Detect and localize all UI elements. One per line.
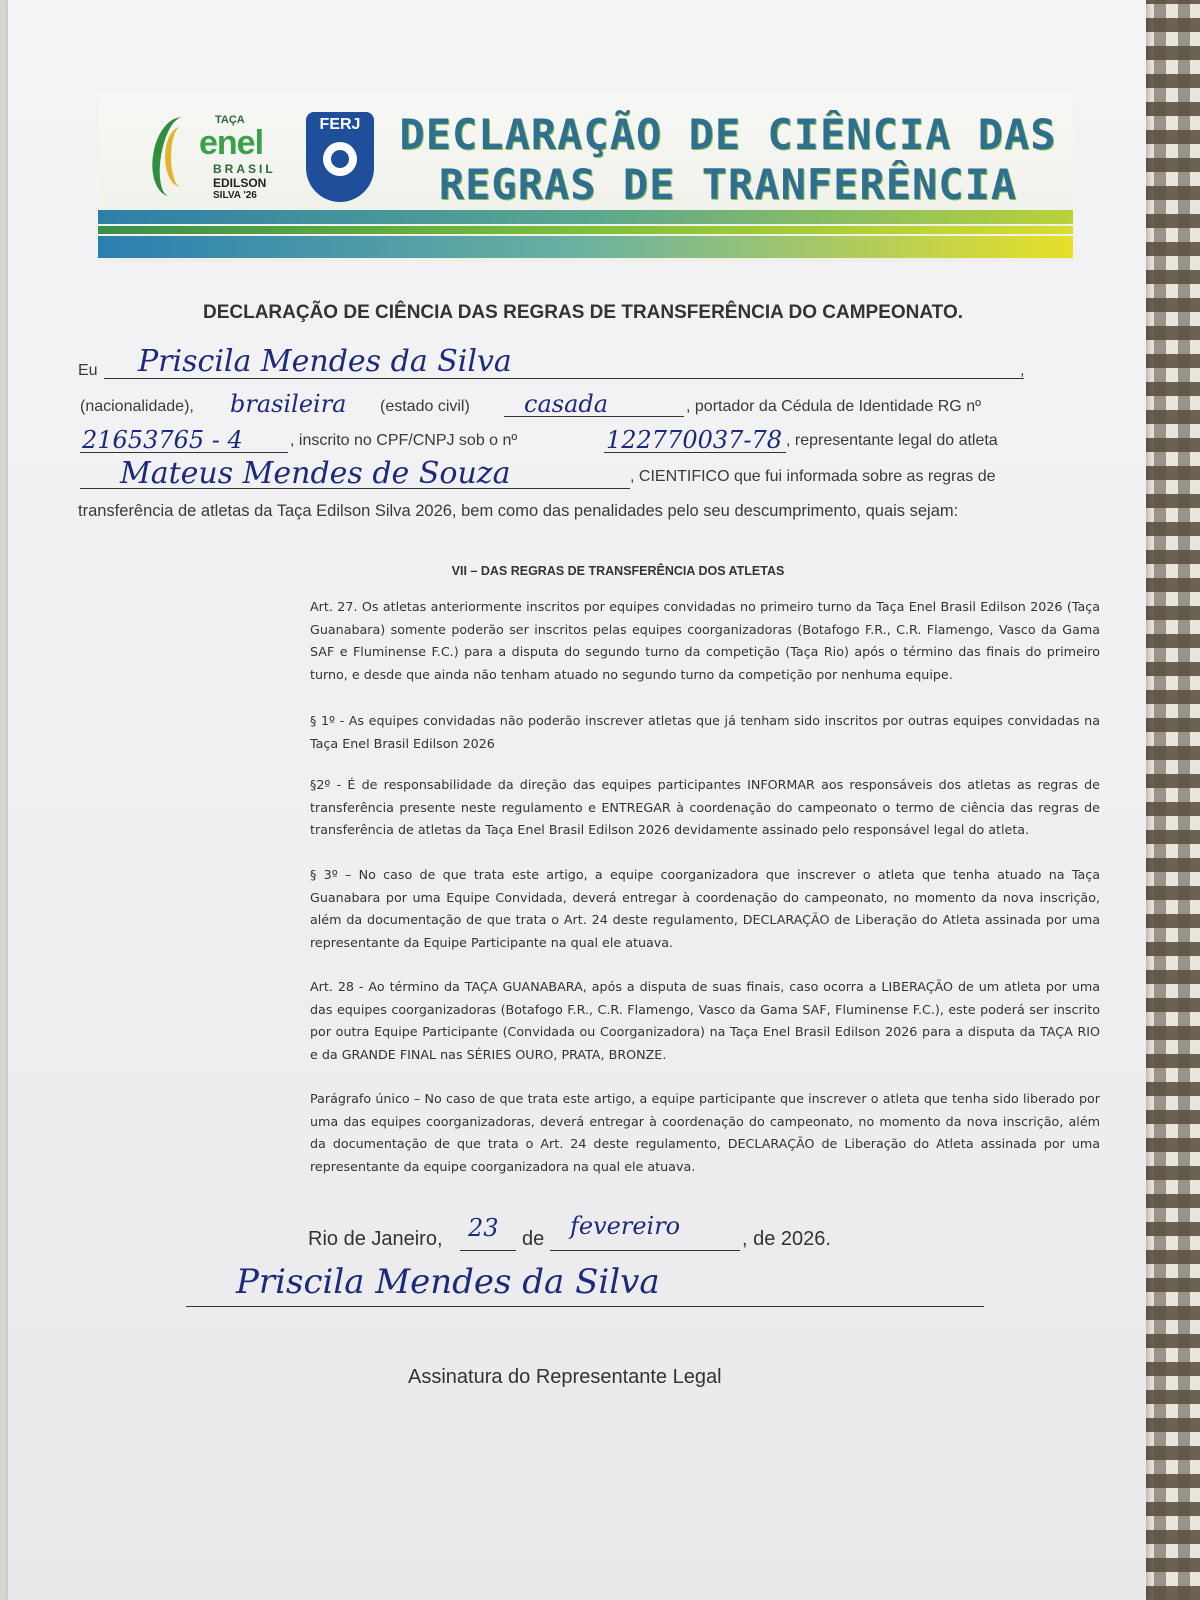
atleta-handwritten: Mateus Mendes de Souza [120, 456, 511, 491]
day-line [460, 1250, 516, 1251]
cpf-handwritten: 122770037-78 [606, 426, 783, 454]
section-title: VII – DAS REGRAS DE TRANSFERÊNCIA DOS ATLETAS [451, 564, 785, 578]
paragrafo-unico: Parágrafo único – No caso de que trata este artigo, a equipe participante que inscrever o atleta que tenha sido liberado por uma das equipes coorganizadoras, deverá entregar à coordenação do campeonato, no momento da nova inscrição, além da documentação de que trata o Art. 24 deste regulamento, DECLARAÇÃO de Liberação do Atleta assinada por uma representante da equipe coorganizadora na qual ele atuava. [310, 1091, 1100, 1174]
nacionalidade-label: (nacionalidade), [80, 398, 194, 415]
signature-handwritten: Priscila Mendes da Silva [236, 1262, 660, 1302]
paragraph-2: §2º - É de responsabilidade da direção das equipes participantes INFORMAR aos responsáveis dos atletas as regras de transferência presente neste regulamento e ENTREGAR à coordenação do campeonato o termo de ciência das regras de transferência de atletas da Taça Enel Brasil Edilson 2026 devidamente assinado pelo responsável legal do atleta. [310, 777, 1100, 837]
estado-civil-label: (estado civil) [380, 398, 470, 415]
city-label: Rio de Janeiro, [308, 1228, 443, 1250]
month-handwritten: fevereiro [570, 1212, 681, 1240]
paragraph-1: § 1º - As equipes convidadas não poderão inscrever atletas que já tenham sido inscritos por outras equipes convidadas na Taça Enel Brasil Edilson 2026 [310, 713, 1100, 751]
eu-label: Eu [78, 362, 98, 379]
ferj-logo: FERJ [306, 112, 374, 202]
rg-label: , portador da Cédula de Identidade RG nº [686, 398, 981, 415]
signature-label: Assinatura do Representante Legal [408, 1366, 722, 1388]
banner-title: DECLARAÇÃO DE CIÊNCIA DAS REGRAS DE TRANFERÊNCIA [399, 110, 1057, 209]
header-banner [98, 92, 1073, 262]
article-28: Art. 28 - Ao término da TAÇA GUANABARA, após a disputa de suas finais, caso ocorra a LIBERAÇÃO de um atleta por uma das equipes coorganizadoras (Botafogo F.R., C.R. Flamengo, Vasco da Gama SAF, Fluminense F.C.), este poderá ser inscrito por outra Equipe Participante (Convidada ou Coorganizadora) na Taça Enel Brasil Edilson 2026 para a disputa da TAÇA RIO e da GRANDE FINAL nas SÉRIES OURO, PRATA, BRONZE. [310, 979, 1100, 1062]
cpf-label: , inscrito no CPF/CNPJ sob o nº [290, 432, 518, 449]
cientifico-text: , CIENTIFICO que fui informada sobre as regras de [630, 468, 996, 485]
day-handwritten: 23 [468, 1214, 499, 1242]
name-handwritten: Priscila Mendes da Silva [138, 344, 512, 379]
nacionalidade-handwritten: brasileira [230, 390, 347, 418]
signature-line [186, 1306, 984, 1307]
document-page [8, 0, 1146, 1600]
declaration-text: transferência de atletas da Taça Edilson Silva 2026, bem como das penalidades pelo seu descumprimento, quais sejam: [78, 502, 959, 520]
banner-stripe [98, 210, 1073, 224]
de-label: de [522, 1228, 545, 1250]
taca-enel-logo: TAÇA enel BRASIL EDILSON SILVA '26 [153, 112, 283, 202]
banner-stripe [98, 226, 1073, 234]
representante-label: , representante legal do atleta [786, 432, 998, 449]
comma: , [1020, 362, 1025, 379]
rg-handwritten: 21653765 - 4 [82, 426, 243, 454]
article-27: Art. 27. Os atletas anteriormente inscritos por equipes convidadas no primeiro turno da Taça Enel Brasil Edilson 2026 (Taça Guanabara) somente poderão ser inscritos pelas equipes coorganizadoras (Botafogo F.R., C.R. Flamengo, Vasco da Gama SAF e Fluminense F.C.) para a disputa do segundo turno da competição (Taça Rio) após o término das finais do primeiro turno, e desde que ainda não tenham atuado no segundo turno da competição por nenhuma equipe. [310, 599, 1100, 682]
estado-civil-handwritten: casada [524, 390, 609, 418]
month-line [550, 1250, 740, 1251]
document-title: DECLARAÇÃO DE CIÊNCIA DAS REGRAS DE TRANSFERÊNCIA DO CAMPEONATO. [202, 302, 964, 323]
paragraph-3: § 3º – No caso de que trata este artigo, a equipe coorganizadora que inscrever o atleta que tenha atuado na Taça Guanabara por uma Equipe Convidada, deverá entregar à coordenação do campeonato, no momento da nova inscrição, além da documentação de que trata o Art. 24 deste regulamento, DECLARAÇÃO de Liberação do Atleta assinada por uma representante da Equipe Participante na qual ele atuava. [310, 867, 1100, 950]
year-label: , de 2026. [742, 1228, 831, 1250]
banner-stripe [98, 236, 1073, 258]
